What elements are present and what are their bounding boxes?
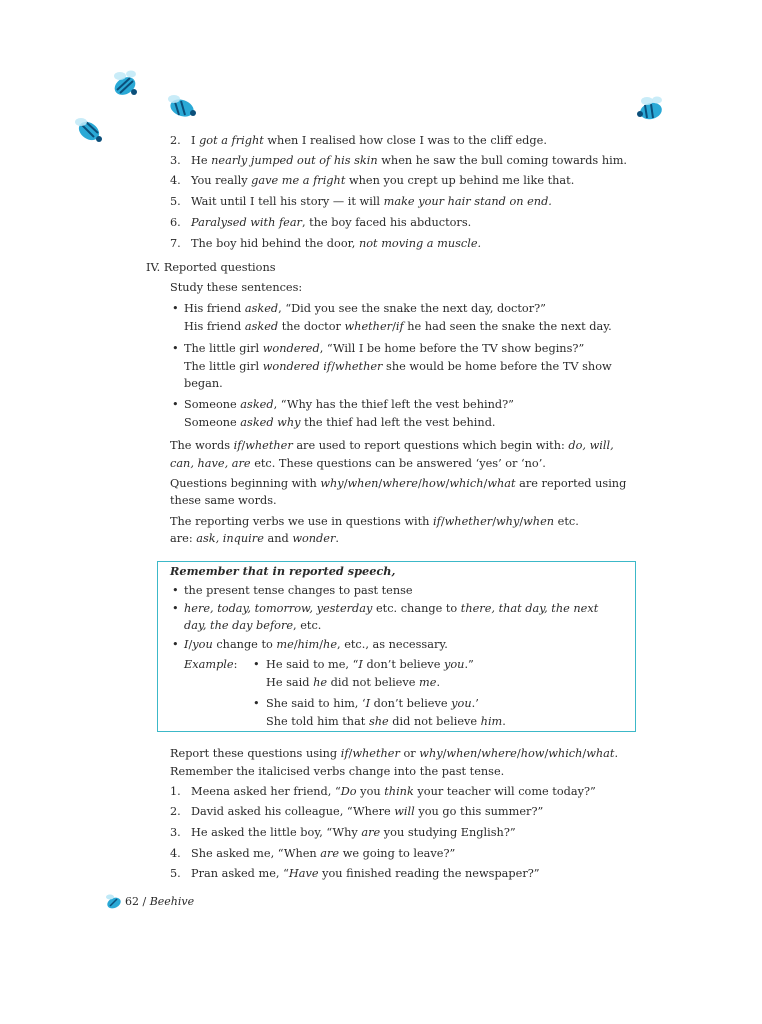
note-item bbox=[184, 602, 598, 615]
text-run: / bbox=[188, 638, 193, 651]
italic-run: gave me a fright bbox=[251, 174, 346, 187]
bullet-dot: • bbox=[253, 697, 260, 710]
bullet-dot: • bbox=[172, 638, 179, 651]
italic-run: he bbox=[323, 638, 338, 651]
text-run: . bbox=[614, 747, 619, 760]
italic-run: think bbox=[384, 785, 414, 798]
text-run: His friend bbox=[184, 302, 245, 315]
text-run: , “Did you see the snake the next day, doctor?” bbox=[278, 302, 546, 315]
text-run: are: bbox=[170, 532, 197, 545]
text-run: / bbox=[343, 477, 348, 490]
text-run: don’t believe bbox=[370, 697, 452, 710]
text-run: / bbox=[417, 477, 422, 490]
text-run: The little girl bbox=[184, 342, 263, 355]
italic-run: make your hair stand on end. bbox=[383, 195, 552, 208]
italic-run: you bbox=[192, 638, 213, 651]
italic-run: if bbox=[433, 515, 441, 528]
text-run: The words bbox=[170, 439, 234, 452]
italic-run: why bbox=[419, 747, 443, 760]
text-run: Pran asked me, “ bbox=[191, 867, 289, 880]
text-run: / bbox=[348, 747, 353, 760]
text-run: you studying English?” bbox=[380, 826, 516, 839]
italic-run: wonder bbox=[292, 532, 336, 545]
list-item-text bbox=[191, 216, 471, 229]
italic-run: asked bbox=[240, 398, 274, 411]
text-run: / bbox=[440, 515, 445, 528]
text-run: did not believe bbox=[388, 715, 481, 728]
text-run: The reporting verbs we use in questions with bbox=[170, 515, 434, 528]
page-number: 62 bbox=[125, 895, 139, 908]
italic-run: me bbox=[419, 676, 437, 689]
list-item-number: 4. bbox=[170, 847, 181, 860]
text-run: / bbox=[378, 477, 383, 490]
text-run: etc. bbox=[554, 515, 579, 528]
bullet-dot: • bbox=[172, 302, 179, 315]
italic-run: whether bbox=[352, 747, 400, 760]
text-run: the doctor bbox=[278, 320, 345, 333]
note-item bbox=[184, 638, 448, 651]
text-run: etc. These questions can be answered ‘yes’ or ‘no’. bbox=[250, 457, 546, 470]
text-run: and bbox=[263, 532, 293, 545]
text-run: are reported using bbox=[515, 477, 627, 490]
text-run: / bbox=[442, 747, 447, 760]
italic-run: which bbox=[548, 747, 583, 760]
text-run: / bbox=[293, 638, 298, 651]
italic-run: when bbox=[446, 747, 478, 760]
bullet-text bbox=[184, 342, 584, 355]
list-item-number: 5. bbox=[170, 195, 181, 208]
italic-run: wondered bbox=[262, 342, 320, 355]
text-run: , etc. bbox=[293, 619, 322, 632]
italic-run: whether bbox=[334, 360, 383, 373]
text-run: He said bbox=[266, 676, 314, 689]
bullet-dot: • bbox=[172, 602, 179, 615]
list-item-number: 7. bbox=[170, 237, 181, 250]
example-text bbox=[266, 676, 440, 689]
list-item-text bbox=[191, 154, 627, 167]
note-box-title: Remember that in reported speech, bbox=[170, 564, 396, 578]
italic-run: if bbox=[395, 320, 404, 333]
list-item-text bbox=[191, 867, 540, 880]
bullet-text bbox=[184, 377, 223, 390]
note-item bbox=[184, 619, 321, 632]
italic-run: what bbox=[487, 477, 516, 490]
text-run: , the boy faced his abductors. bbox=[301, 216, 472, 229]
text-run: / bbox=[319, 638, 324, 651]
italic-run: day, the day before bbox=[184, 619, 294, 632]
example-text bbox=[266, 697, 479, 710]
list-item-number: 3. bbox=[170, 826, 181, 839]
bee-icon bbox=[108, 68, 142, 102]
text-run: you bbox=[356, 785, 385, 798]
text-run: when you crept up behind me like that. bbox=[345, 174, 575, 187]
page-footer bbox=[125, 895, 194, 908]
text-run: She asked me, “When bbox=[191, 847, 321, 860]
italic-run: she bbox=[368, 715, 389, 728]
italic-run: why bbox=[320, 477, 344, 490]
list-item-number: 1. bbox=[170, 785, 181, 798]
text-run: she would be home before the TV show bbox=[382, 360, 612, 373]
text-run: / bbox=[483, 477, 488, 490]
italic-run: do, will, bbox=[568, 439, 614, 452]
italic-run: what bbox=[586, 747, 615, 760]
bullet-text bbox=[184, 360, 612, 373]
italic-run: asked bbox=[244, 320, 279, 333]
italic-run: he bbox=[313, 676, 328, 689]
text-run: the thief had left the vest behind. bbox=[300, 416, 496, 429]
text-run: . bbox=[436, 676, 441, 689]
text-run: Meena asked her friend, “ bbox=[191, 785, 341, 798]
bullet-dot: • bbox=[172, 398, 179, 411]
text-run: Wait until I tell his story — it will bbox=[191, 195, 384, 208]
text-run: .’ bbox=[471, 697, 479, 710]
text-run: change to bbox=[212, 638, 277, 651]
text-run: , “Why has the thief left the vest behind?” bbox=[273, 398, 514, 411]
italic-run: how bbox=[520, 747, 545, 760]
bullet-text bbox=[184, 416, 496, 429]
section-heading: IV. Reported questions bbox=[146, 261, 276, 274]
text-run: / bbox=[544, 747, 549, 760]
text-run: His friend bbox=[184, 320, 245, 333]
bullet-text bbox=[184, 302, 546, 315]
italic-run: not moving a muscle. bbox=[358, 237, 482, 250]
list-item-number: 3. bbox=[170, 154, 181, 167]
italic-run: where bbox=[481, 747, 517, 760]
bullet-dot: • bbox=[253, 658, 260, 671]
italic-run: when bbox=[347, 477, 379, 490]
study-line: Study these sentences: bbox=[170, 281, 303, 294]
italic-run: if bbox=[340, 747, 349, 760]
list-item-text bbox=[191, 805, 543, 818]
italic-run: nearly jumped out of his skin bbox=[211, 154, 378, 167]
text-run: your teacher will come today?” bbox=[413, 785, 596, 798]
bullet-dot: • bbox=[172, 342, 179, 355]
paragraph-line bbox=[170, 439, 614, 452]
text-run: are used to report questions which begin with: bbox=[292, 439, 569, 452]
text-run: when I realised how close I was to the cliff edge. bbox=[263, 134, 547, 147]
text-run: I bbox=[191, 134, 200, 147]
italic-run: him bbox=[297, 638, 320, 651]
list-item-text bbox=[191, 237, 481, 250]
text-run: / bbox=[582, 747, 587, 760]
italic-run: whether bbox=[344, 320, 393, 333]
list-item-text bbox=[191, 826, 516, 839]
italic-run: got a fright bbox=[199, 134, 264, 147]
italic-run: are bbox=[320, 847, 340, 860]
italic-run: whether bbox=[245, 439, 293, 452]
text-run: etc. change to bbox=[372, 602, 461, 615]
text-run: , “Will I be home before the TV show begins?” bbox=[319, 342, 585, 355]
instruction-line bbox=[170, 765, 504, 778]
text-run: Someone bbox=[184, 398, 241, 411]
book-title: Beehive bbox=[149, 895, 195, 908]
paragraph-line bbox=[170, 477, 626, 490]
italic-run: there, that day, the next bbox=[460, 602, 599, 615]
italic-run: here, today, tomorrow, yesterday bbox=[184, 602, 373, 615]
text-run: these same words. bbox=[170, 494, 277, 507]
list-item-text bbox=[191, 195, 552, 208]
text-run: Questions beginning with bbox=[170, 477, 321, 490]
text-run: The little girl bbox=[184, 360, 263, 373]
text-run: we going to leave?” bbox=[339, 847, 456, 860]
note-item bbox=[184, 584, 413, 597]
text-run: when he saw the bull coming towards him. bbox=[377, 154, 628, 167]
paragraph-line bbox=[170, 457, 546, 470]
italic-run: wondered if bbox=[262, 360, 332, 373]
text-run: began. bbox=[184, 377, 223, 390]
text-run: She said to him, ‘ bbox=[266, 697, 366, 710]
list-item-text bbox=[191, 847, 455, 860]
text-run: He bbox=[191, 154, 212, 167]
text-run: or bbox=[399, 747, 420, 760]
footer-separator: / bbox=[139, 895, 150, 908]
italic-run: me bbox=[276, 638, 294, 651]
text-run: .” bbox=[464, 658, 474, 671]
text-run: Report these questions using bbox=[170, 747, 341, 760]
text-run: / bbox=[519, 515, 524, 528]
instruction-line bbox=[170, 747, 618, 760]
bullet-dot: • bbox=[172, 584, 179, 597]
italic-run: why bbox=[496, 515, 520, 528]
text-run: / bbox=[392, 320, 396, 333]
text-run: / bbox=[492, 515, 496, 528]
italic-run: if bbox=[233, 439, 242, 452]
text-run: / bbox=[241, 439, 246, 452]
italic-run: how bbox=[421, 477, 446, 490]
text-run: He said to me, “ bbox=[266, 658, 359, 671]
text-run: / bbox=[445, 477, 450, 490]
text-run: The boy hid behind the door, bbox=[191, 237, 359, 250]
paragraph-line bbox=[170, 515, 579, 528]
text-run: , etc., as necessary. bbox=[337, 638, 448, 651]
text-run: did not believe bbox=[327, 676, 420, 689]
bullet-text bbox=[184, 320, 612, 333]
text-run: . bbox=[335, 532, 339, 545]
text-run: he had seen the snake the next day. bbox=[403, 320, 612, 333]
italic-run: Do bbox=[340, 785, 357, 798]
italic-run: when bbox=[523, 515, 555, 528]
italic-run: you bbox=[451, 697, 472, 710]
example-label: Example: bbox=[184, 658, 238, 671]
bullet-text bbox=[184, 398, 514, 411]
italic-run: Paralysed with fear bbox=[191, 216, 302, 229]
italic-run: whether bbox=[444, 515, 493, 528]
italic-run: I bbox=[184, 638, 189, 651]
list-item-number: 5. bbox=[170, 867, 181, 880]
italic-run: I bbox=[365, 697, 371, 710]
italic-run: him bbox=[480, 715, 503, 728]
example-text bbox=[266, 715, 506, 728]
list-item-number: 4. bbox=[170, 174, 181, 187]
list-item-text bbox=[191, 134, 547, 147]
text-run: David asked his colleague, “Where bbox=[191, 805, 395, 818]
text-run: You really bbox=[191, 174, 252, 187]
italic-run: can, have, are bbox=[170, 457, 251, 470]
paragraph-line bbox=[170, 494, 277, 507]
italic-run: ask, inquire bbox=[196, 532, 264, 545]
text-run: / bbox=[516, 747, 521, 760]
list-item-number: 6. bbox=[170, 216, 181, 229]
italic-run: you bbox=[443, 658, 465, 671]
text-run: Remember the italicised verbs change into the past tense. bbox=[170, 765, 505, 778]
italic-run: asked why bbox=[240, 416, 301, 429]
text-run: / bbox=[331, 360, 335, 373]
text-run: He asked the little boy, “Why bbox=[191, 826, 362, 839]
italic-run: will bbox=[394, 805, 415, 818]
italic-run: which bbox=[449, 477, 484, 490]
italic-run: Have bbox=[288, 867, 319, 880]
text-run: She told him that bbox=[266, 715, 369, 728]
text-run: don’t believe bbox=[362, 658, 444, 671]
paragraph-line bbox=[170, 532, 339, 545]
italic-run: I bbox=[358, 658, 363, 671]
bee-icon bbox=[72, 114, 106, 146]
list-item-text bbox=[191, 785, 596, 798]
text-run: / bbox=[477, 747, 482, 760]
italic-run: where bbox=[382, 477, 418, 490]
italic-run: asked bbox=[244, 302, 279, 315]
text-run: you finished reading the newspaper?” bbox=[318, 867, 540, 880]
list-item-text bbox=[191, 174, 574, 187]
text-run: you go this summer?” bbox=[414, 805, 544, 818]
list-item-number: 2. bbox=[170, 805, 181, 818]
text-run: . bbox=[502, 715, 506, 728]
text-run: Someone bbox=[184, 416, 241, 429]
text-run: the present tense changes to past tense bbox=[184, 584, 413, 597]
bee-icon bbox=[634, 94, 668, 126]
example-text bbox=[266, 658, 474, 671]
italic-run: are bbox=[361, 826, 381, 839]
list-item-number: 2. bbox=[170, 134, 181, 147]
bee-icon bbox=[104, 893, 124, 911]
bee-icon bbox=[164, 92, 200, 122]
